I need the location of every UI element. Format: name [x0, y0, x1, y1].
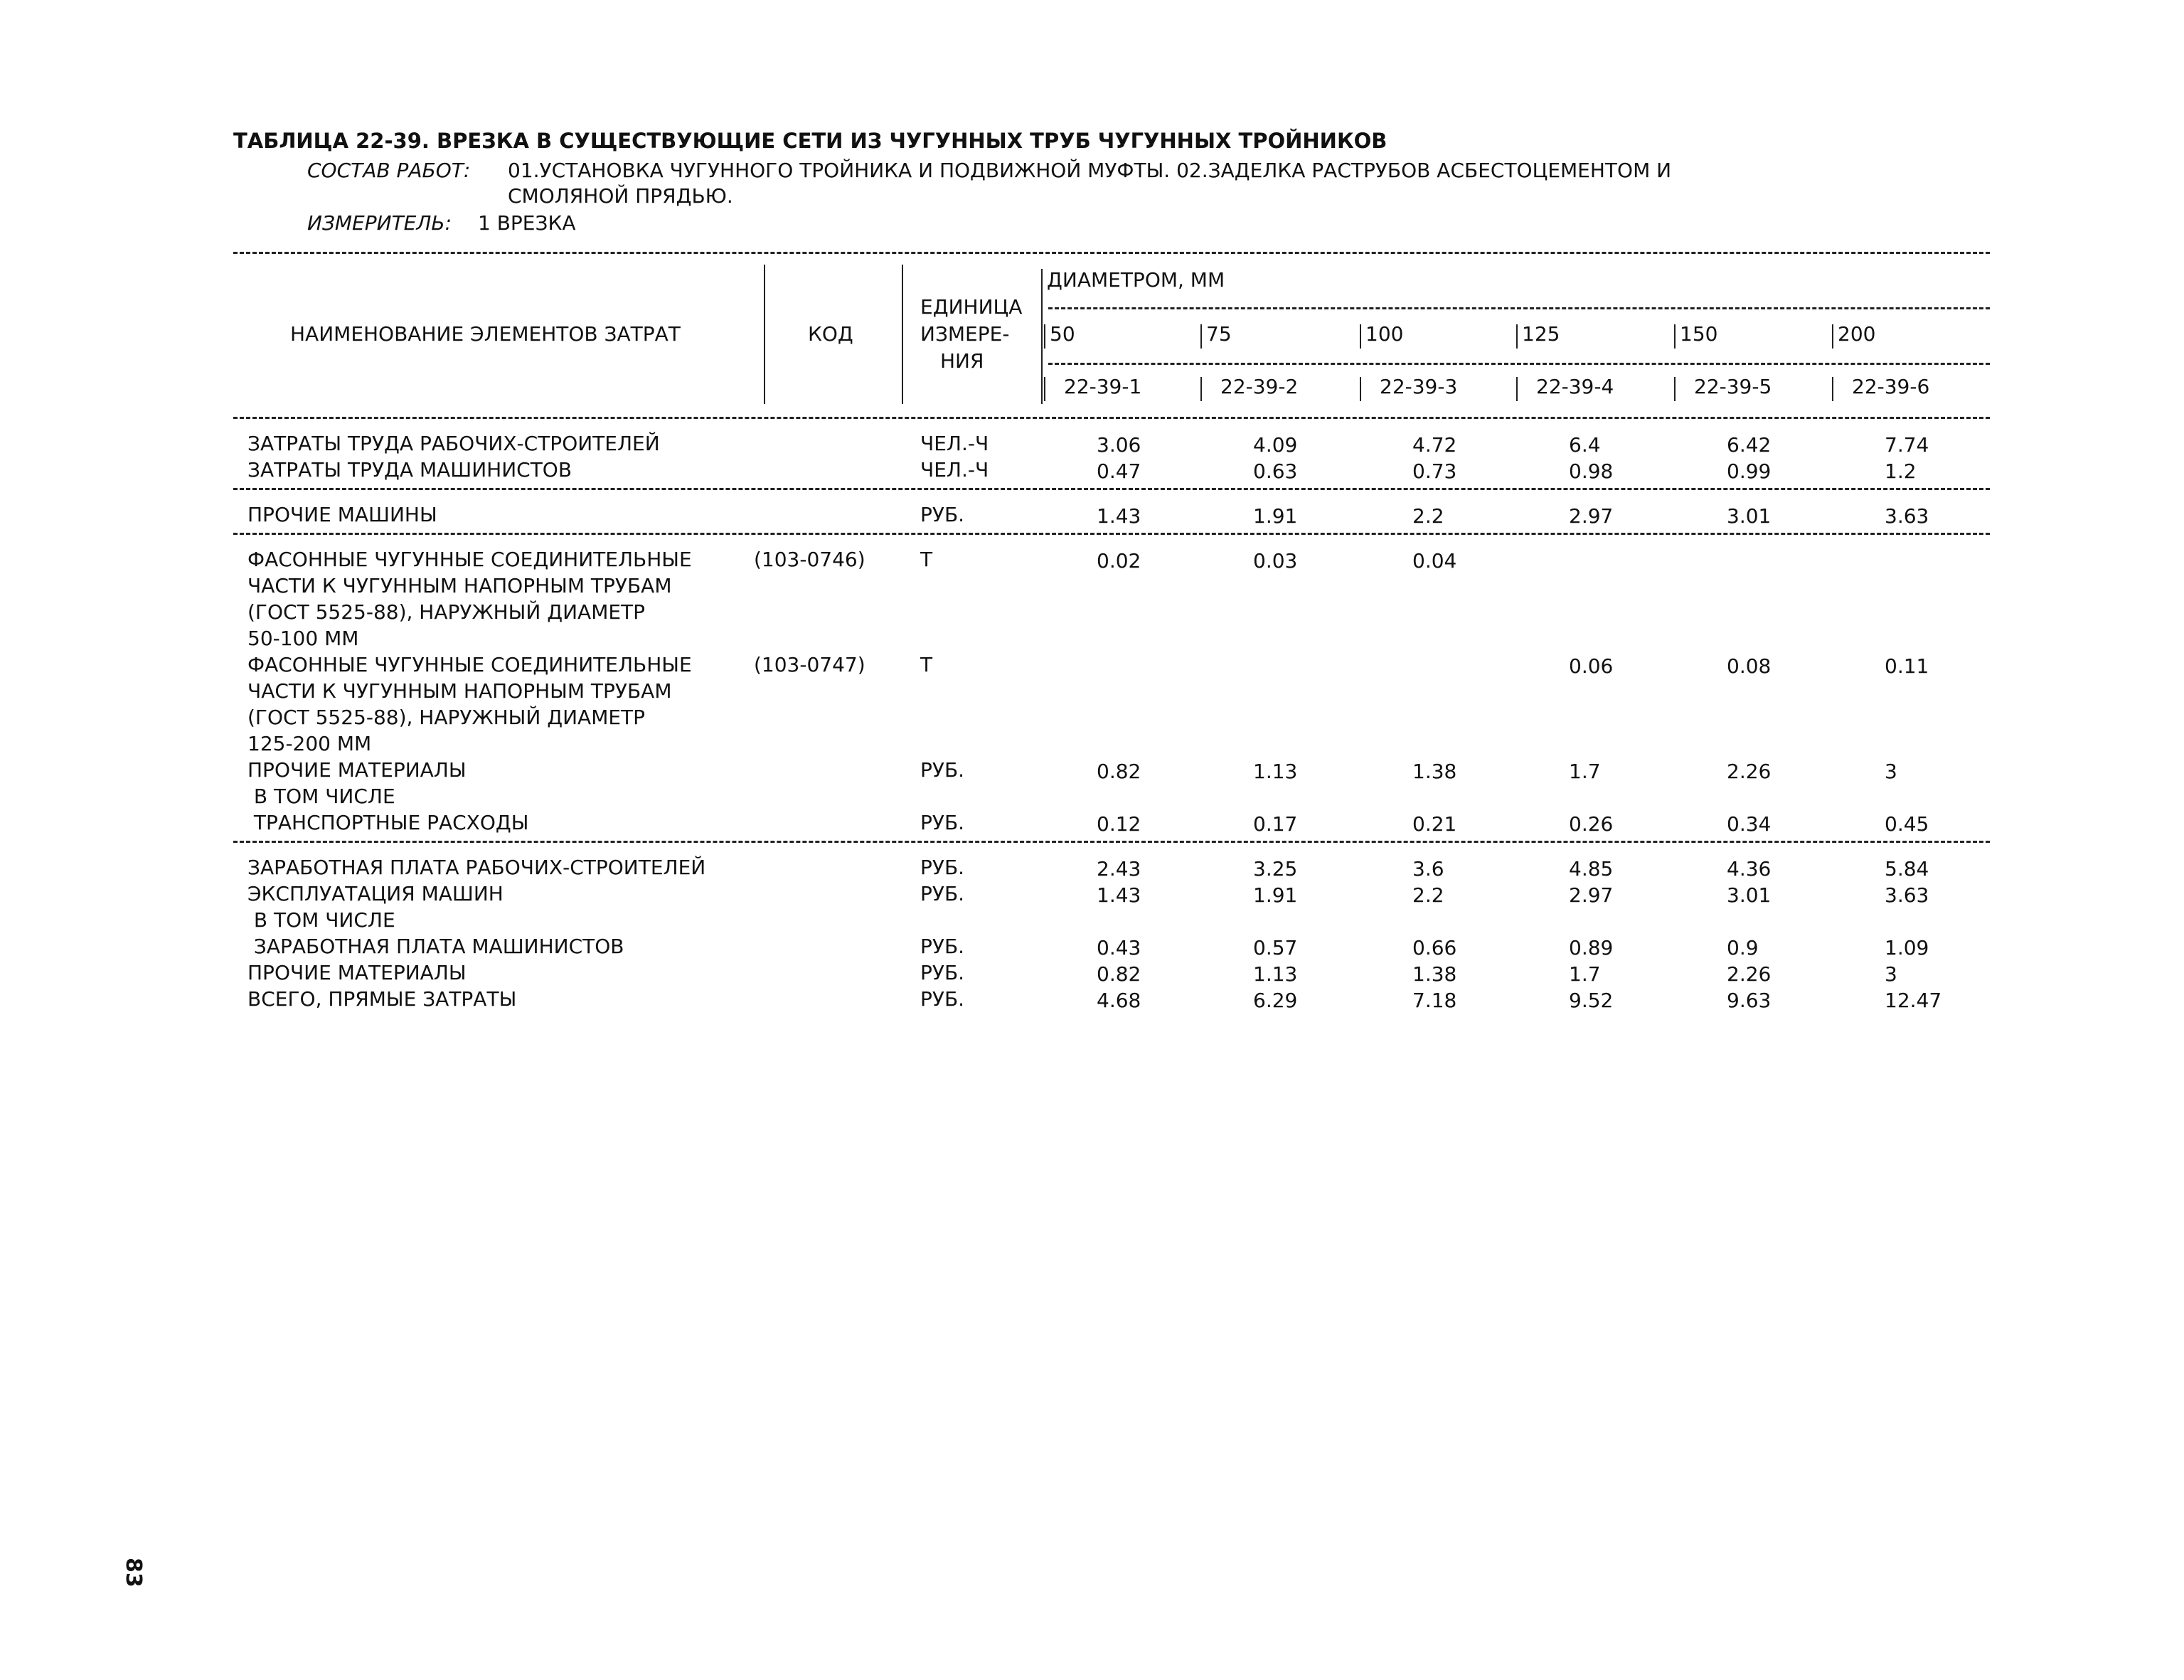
row-value: 2.2	[1412, 883, 1444, 907]
row-value: 0.47	[1097, 459, 1141, 483]
row-unit: РУБ.	[920, 961, 965, 984]
unit-column-header-3: НИЯ	[940, 349, 984, 373]
row-unit: РУБ.	[920, 856, 965, 879]
row-value: 0.57	[1253, 936, 1298, 959]
row-value: 1.43	[1097, 504, 1141, 528]
column-divider	[1360, 324, 1361, 349]
column-divider	[902, 265, 903, 404]
row-value: 2.43	[1097, 857, 1141, 881]
row-value: 1.7	[1569, 760, 1601, 783]
row-name: ЧАСТИ К ЧУГУННЫМ НАПОРНЫМ ТРУБАМ	[247, 679, 672, 703]
row-unit: Т	[920, 548, 933, 571]
row-value: 3.01	[1727, 883, 1772, 907]
column-divider	[1832, 377, 1833, 401]
row-value: 1.38	[1412, 962, 1457, 986]
row-value: 0.82	[1097, 962, 1141, 986]
row-value: 3.01	[1727, 504, 1772, 528]
row-name: ПРОЧИЕ МАШИНЫ	[247, 503, 437, 526]
row-value: 4.36	[1727, 857, 1772, 881]
row-unit: РУБ.	[920, 811, 965, 834]
row-value: 0.45	[1885, 812, 1929, 836]
row-value: 0.66	[1412, 936, 1457, 959]
measure-label: ИЗМЕРИТЕЛЬ:	[307, 211, 452, 235]
unit-column-header-2: ИЗМЕРЕ-	[920, 322, 1010, 346]
row-value: 6.4	[1569, 433, 1601, 457]
row-value: 0.08	[1727, 654, 1772, 678]
row-unit: ЧЕЛ.-Ч	[920, 432, 989, 455]
row-value: 4.09	[1253, 433, 1298, 457]
column-divider	[1044, 377, 1045, 401]
column-divider	[1041, 269, 1043, 404]
composition-label: СОСТАВ РАБОТ:	[307, 159, 471, 182]
row-value: 3.06	[1097, 433, 1141, 457]
row-name: (ГОСТ 5525-88), НАРУЖНЫЙ ДИАМЕТР	[247, 600, 646, 624]
row-value: 3.63	[1885, 883, 1929, 907]
row-value: 0.02	[1097, 549, 1141, 573]
row-value: 0.03	[1253, 549, 1298, 573]
row-value: 6.42	[1727, 433, 1772, 457]
row-value: 3	[1885, 962, 1897, 986]
column-divider	[1200, 324, 1202, 349]
measure-value: 1 ВРЕЗКА	[478, 211, 576, 235]
row-value: 3.6	[1412, 857, 1444, 881]
diameter-value: 75	[1206, 322, 1232, 346]
diameter-value: 50	[1050, 322, 1075, 346]
row-name: ТРАНСПОРТНЫЕ РАСХОДЫ	[247, 811, 529, 834]
row-value: 0.89	[1569, 936, 1614, 959]
row-value: 12.47	[1885, 989, 1942, 1012]
row-name: ПРОЧИЕ МАТЕРИАЛЫ	[247, 961, 467, 984]
row-value: 0.73	[1412, 459, 1457, 483]
row-name: ФАСОННЫЕ ЧУГУННЫЕ СОЕДИНИТЕЛЬНЫЕ	[247, 653, 692, 676]
table-top-rule	[233, 252, 1990, 254]
composition-text-line-2: СМОЛЯНОЙ ПРЯДЬЮ.	[508, 184, 733, 208]
row-name: ЗАРАБОТНАЯ ПЛАТА РАБОЧИХ-СТРОИТЕЛЕЙ	[247, 856, 706, 879]
row-value: 1.09	[1885, 936, 1929, 959]
header-rule	[1048, 307, 1990, 309]
row-value: 7.18	[1412, 989, 1457, 1012]
column-divider	[1516, 324, 1518, 349]
row-unit: РУБ.	[920, 935, 965, 958]
row-name: ВСЕГО, ПРЯМЫЕ ЗАТРАТЫ	[247, 987, 517, 1011]
row-name: ПРОЧИЕ МАТЕРИАЛЫ	[247, 758, 467, 782]
diameter-header: ДИАМЕТРОМ, ММ	[1047, 268, 1225, 292]
row-value: 0.34	[1727, 812, 1772, 836]
row-value: 4.68	[1097, 989, 1141, 1012]
column-divider	[1674, 324, 1676, 349]
code-column-header: КОД	[808, 322, 853, 346]
row-name: В ТОМ ЧИСЛЕ	[247, 785, 395, 808]
norm-code: 22-39-5	[1694, 375, 1772, 398]
row-unit: Т	[920, 653, 933, 676]
row-value: 9.63	[1727, 989, 1772, 1012]
row-value: 0.21	[1412, 812, 1457, 836]
row-value: 9.52	[1569, 989, 1614, 1012]
row-value: 0.82	[1097, 760, 1141, 783]
row-name: ФАСОННЫЕ ЧУГУННЫЕ СОЕДИНИТЕЛЬНЫЕ	[247, 548, 692, 571]
row-value: 3	[1885, 760, 1897, 783]
column-divider	[764, 265, 765, 404]
header-rule	[1048, 363, 1990, 365]
row-value: 0.43	[1097, 936, 1141, 959]
row-value: 0.63	[1253, 459, 1298, 483]
column-divider	[1832, 324, 1833, 349]
row-value: 7.74	[1885, 433, 1929, 457]
diameter-value: 200	[1838, 322, 1876, 346]
row-value: 2.97	[1569, 883, 1614, 907]
row-unit: РУБ.	[920, 758, 965, 782]
page-number: 83	[121, 1558, 146, 1588]
row-value: 1.91	[1253, 883, 1298, 907]
row-unit: РУБ.	[920, 987, 965, 1011]
row-value: 1.91	[1253, 504, 1298, 528]
row-value: 0.98	[1569, 459, 1614, 483]
row-value: 2.26	[1727, 962, 1772, 986]
row-name: ЭКСПЛУАТАЦИЯ МАШИН	[247, 882, 504, 905]
row-name: 125-200 ММ	[247, 732, 372, 755]
section-rule	[233, 533, 1990, 535]
row-value: 0.17	[1253, 812, 1298, 836]
row-value: 4.85	[1569, 857, 1614, 881]
column-divider	[1360, 377, 1361, 401]
row-value: 0.9	[1727, 936, 1759, 959]
row-value: 0.06	[1569, 654, 1614, 678]
section-rule	[233, 841, 1990, 843]
section-rule	[233, 488, 1990, 490]
column-divider	[1516, 377, 1518, 401]
row-value: 1.38	[1412, 760, 1457, 783]
row-value: 2.26	[1727, 760, 1772, 783]
norm-code: 22-39-6	[1852, 375, 1930, 398]
row-value: 1.13	[1253, 760, 1298, 783]
row-code: (103-0746)	[754, 548, 865, 571]
row-unit: РУБ.	[920, 882, 965, 905]
row-value: 0.04	[1412, 549, 1457, 573]
column-divider	[1674, 377, 1676, 401]
row-value: 6.29	[1253, 989, 1298, 1012]
row-name: 50-100 ММ	[247, 627, 359, 650]
row-value: 2.2	[1412, 504, 1444, 528]
composition-text-line-1: 01.УСТАНОВКА ЧУГУННОГО ТРОЙНИКА И ПОДВИЖНОЙ МУФТЫ. 02.ЗАДЕЛКА РАСТРУБОВ АСБЕСТОЦЕМЕНТОМ И	[508, 159, 1672, 182]
row-value: 0.26	[1569, 812, 1614, 836]
norm-code: 22-39-1	[1064, 375, 1142, 398]
row-value: 1.43	[1097, 883, 1141, 907]
row-value: 0.12	[1097, 812, 1141, 836]
norm-code: 22-39-3	[1380, 375, 1458, 398]
row-name: В ТОМ ЧИСЛЕ	[247, 908, 395, 932]
row-value: 1.2	[1885, 459, 1917, 483]
diameter-value: 150	[1680, 322, 1718, 346]
row-name: ЧАСТИ К ЧУГУННЫМ НАПОРНЫМ ТРУБАМ	[247, 574, 672, 597]
row-value: 5.84	[1885, 857, 1929, 881]
norm-code: 22-39-2	[1220, 375, 1299, 398]
row-value: 3.25	[1253, 857, 1298, 881]
row-code: (103-0747)	[754, 653, 865, 676]
column-divider	[1200, 377, 1202, 401]
name-column-header: НАИМЕНОВАНИЕ ЭЛЕМЕНТОВ ЗАТРАТ	[290, 322, 681, 346]
row-unit: ЧЕЛ.-Ч	[920, 458, 989, 482]
row-value: 4.72	[1412, 433, 1457, 457]
row-name: ЗАРАБОТНАЯ ПЛАТА МАШИНИСТОВ	[247, 935, 624, 958]
row-name: ЗАТРАТЫ ТРУДА РАБОЧИХ-СТРОИТЕЛЕЙ	[247, 432, 660, 455]
row-unit: РУБ.	[920, 503, 965, 526]
page-title: ТАБЛИЦА 22-39. ВРЕЗКА В СУЩЕСТВУЮЩИЕ СЕТИ ИЗ ЧУГУННЫХ ТРУБ ЧУГУННЫХ ТРОЙНИКОВ	[233, 129, 1387, 153]
row-name: ЗАТРАТЫ ТРУДА МАШИНИСТОВ	[247, 458, 572, 482]
row-value: 0.11	[1885, 654, 1929, 678]
norm-code: 22-39-4	[1536, 375, 1614, 398]
row-value: 0.99	[1727, 459, 1772, 483]
column-divider	[1044, 324, 1045, 349]
diameter-value: 125	[1522, 322, 1560, 346]
diameter-value: 100	[1365, 322, 1404, 346]
header-bottom-rule	[233, 417, 1990, 419]
row-name: (ГОСТ 5525-88), НАРУЖНЫЙ ДИАМЕТР	[247, 706, 646, 729]
unit-column-header-1: ЕДИНИЦА	[920, 295, 1023, 319]
row-value: 2.97	[1569, 504, 1614, 528]
row-value: 1.7	[1569, 962, 1601, 986]
row-value: 1.13	[1253, 962, 1298, 986]
row-value: 3.63	[1885, 504, 1929, 528]
